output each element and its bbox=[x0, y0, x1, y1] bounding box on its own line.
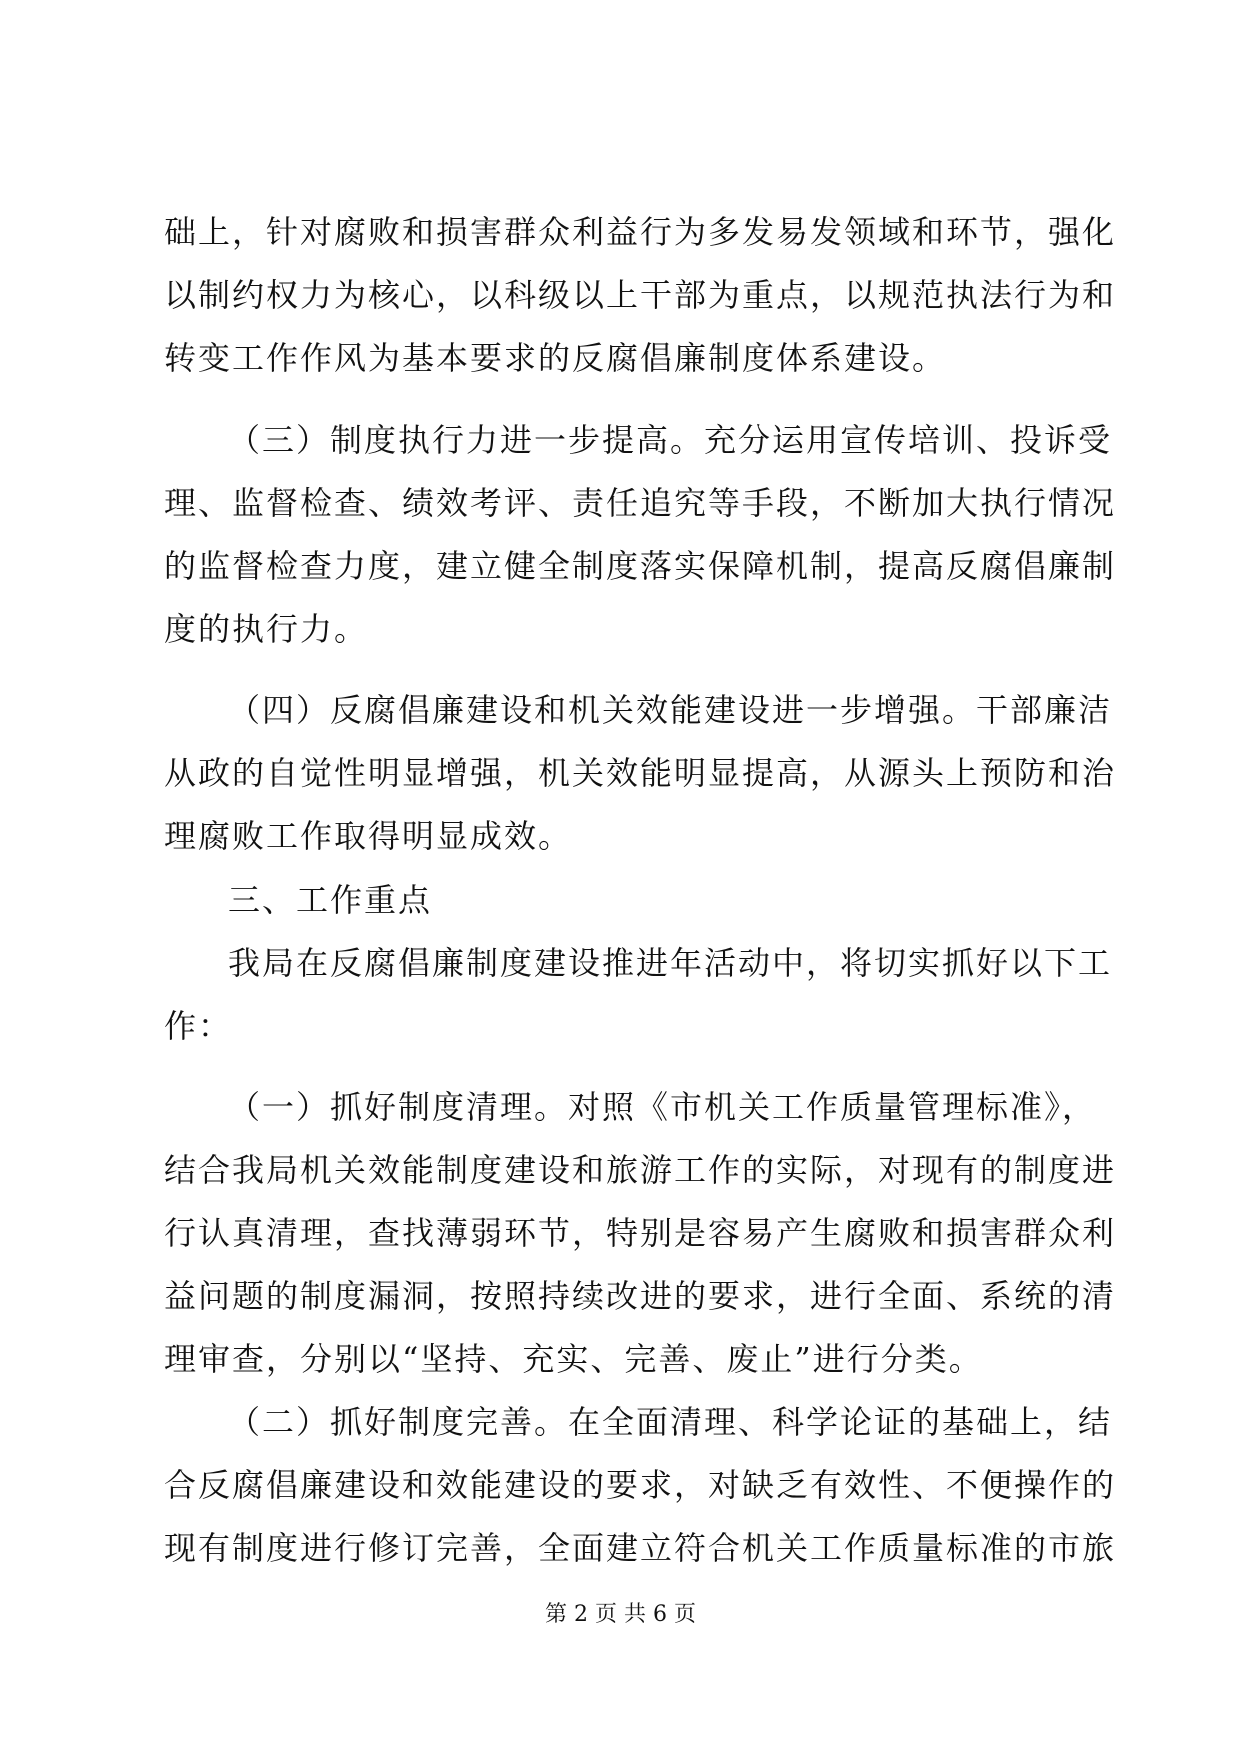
paragraph-start-line: 我局在反腐倡廉制度建设推进年活动中，将切实抓好以下工 bbox=[228, 944, 1113, 982]
body-line: 度的执行力。 bbox=[164, 610, 369, 648]
body-line: 行认真清理，查找薄弱环节，特别是容易产生腐败和损害群众利 bbox=[164, 1214, 1117, 1252]
body-line: 理审查，分别以“坚持、充实、完善、废止”进行分类。 bbox=[164, 1340, 983, 1378]
paragraph-start-line: （二）抓好制度完善。在全面清理、科学论证的基础上，结 bbox=[228, 1403, 1113, 1441]
body-line: 作： bbox=[164, 1007, 233, 1045]
body-line: 转变工作作风为基本要求的反腐倡廉制度体系建设。 bbox=[164, 339, 947, 377]
page-footer: 第 2 页 共 6 页 bbox=[545, 1602, 696, 1627]
paragraph-start-line: （一）抓好制度清理。对照《市机关工作质量管理标准》， bbox=[228, 1088, 1097, 1126]
body-line: 结合我局机关效能制度建设和旅游工作的实际，对现有的制度进 bbox=[164, 1151, 1117, 1189]
body-line: 的监督检查力度，建立健全制度落实保障机制，提高反腐倡廉制 bbox=[164, 547, 1117, 585]
paragraph-start-line: （三）制度执行力进一步提高。充分运用宣传培训、投诉受 bbox=[228, 421, 1113, 459]
body-line: 以制约权力为核心，以科级以上干部为重点，以规范执法行为和 bbox=[164, 276, 1117, 314]
body-line: 理腐败工作取得明显成效。 bbox=[164, 817, 573, 855]
body-line: 合反腐倡廉建设和效能建设的要求，对缺乏有效性、不便操作的 bbox=[164, 1466, 1117, 1504]
body-line: 理、监督检查、绩效考评、责任追究等手段，不断加大执行情况 bbox=[164, 484, 1117, 522]
section-heading: 三、工作重点 bbox=[228, 881, 433, 919]
paragraph-start-line: （四）反腐倡廉建设和机关效能建设进一步增强。干部廉洁 bbox=[228, 691, 1113, 729]
body-line: 础上，针对腐败和损害群众利益行为多发易发领域和环节，强化 bbox=[164, 213, 1117, 251]
body-line: 益问题的制度漏洞，按照持续改进的要求，进行全面、系统的清 bbox=[164, 1277, 1117, 1315]
body-line: 现有制度进行修订完善，全面建立符合机关工作质量标准的市旅 bbox=[164, 1529, 1117, 1567]
body-line: 从政的自觉性明显增强，机关效能明显提高，从源头上预防和治 bbox=[164, 754, 1117, 792]
